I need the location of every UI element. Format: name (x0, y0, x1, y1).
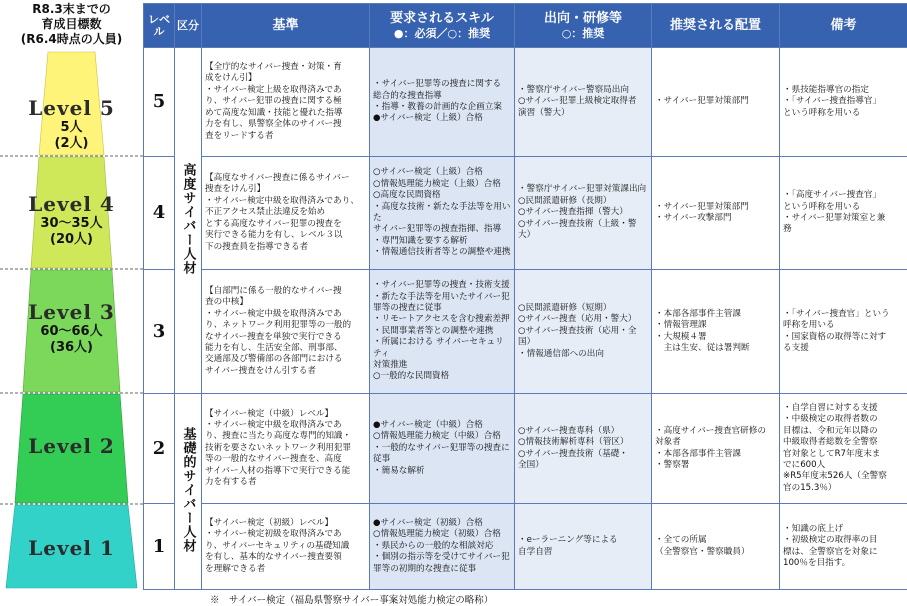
pyramid-level-5 (0, 96, 143, 152)
pyramid-level-1 (0, 536, 143, 560)
level-number: 4 (144, 157, 175, 270)
header-category: 区分 (175, 4, 202, 48)
cell-line: 力を有する者 (205, 477, 257, 488)
cell-line: ・サイバー犯罪対策部門 (655, 201, 749, 212)
cell-line: 【高度なサイバー捜査に係るサイバー (205, 173, 350, 184)
cell-line: 技術を要さないネットワーク利用犯罪 (205, 442, 352, 453)
cell-line: ○サイバー捜査技術（基礎・ (518, 448, 628, 459)
cell-line: サイバー捜査をけん引する者 (205, 365, 316, 376)
cell-line: ●サイバー検定（中級）合格 (373, 419, 483, 430)
cell-line: ○サイバー犯罪上級検定取得者 (518, 96, 637, 107)
cell-line: る支援 (783, 342, 809, 353)
cell-line: ・新たな手法等を用いたサイバー犯 (373, 291, 510, 302)
cell-line: り、捜査に当たり高度な専門的知識・ (205, 431, 352, 442)
cell-line: り、サイバー犯罪の捜査に関する極 (205, 96, 342, 107)
cell-line: 【サイバー検定（初級）レベル】 (205, 517, 334, 528)
cell-line: ・サイバー検定中級を取得済みであり、 (205, 195, 359, 206)
dispatch-cell (515, 157, 652, 270)
cell-line: を理解できる者 (205, 563, 266, 574)
cell-line: 下の捜査員を指導できる者 (205, 241, 309, 252)
cell-line: 務 (783, 224, 792, 235)
placement-cell (652, 270, 780, 394)
level-number: 5 (144, 48, 175, 157)
cell-line: 査の中核】 (205, 297, 248, 308)
skills-cell (370, 394, 515, 504)
skills-cell (370, 48, 515, 157)
skills-cell (370, 270, 515, 394)
notes-cell (780, 504, 907, 590)
category-basic (175, 394, 202, 590)
cell-line: 対策推進 (373, 360, 408, 371)
cell-line: 【サイバー検定（中級）レベル】 (205, 408, 334, 419)
header-criteria: 基準 (202, 4, 370, 48)
dispatch-cell (515, 270, 652, 394)
header-skills-title: 要求されるスキル (390, 10, 494, 26)
cell-line: ・サイバー検定初級を取得済みであ (205, 529, 342, 540)
cell-line: 【自部門に係る一般的なサイバー捜 (205, 285, 342, 296)
dispatch-cell (515, 504, 652, 590)
pyramid-level-4 (0, 192, 143, 248)
cell-line: ・警察庁サイバー警察局出向 (518, 84, 629, 95)
cell-line: ・簡易な解析 (373, 465, 425, 476)
cell-line: ○一般的な民間資格 (373, 371, 450, 382)
level-name: Level 2 (28, 434, 115, 458)
pyramid-level-3 (0, 300, 143, 356)
pyramid-header-line: (R6.4時点の人員) (20, 32, 123, 46)
dispatch-cell (515, 48, 652, 157)
cell-line: 100％を目指す。 (783, 557, 851, 568)
skills-cell (370, 504, 515, 590)
cell-line: とする高度なサイバー犯罪の捜査を (205, 218, 342, 229)
cell-line: ・サイバー犯罪対策部門 (655, 96, 749, 107)
cell-line: ・本部各部事件主管課 (655, 448, 741, 459)
cell-line: ・国家資格の取得等に対す (783, 331, 887, 342)
cell-line: ○情報処理能力検定（中級）合格 (373, 431, 501, 442)
notes-cell (780, 270, 907, 394)
cell-line: ○サイバー捜査（応用・警大） (518, 314, 637, 325)
cell-line: ・警察署 (655, 459, 690, 470)
table-row (144, 270, 907, 394)
cell-line: 交通部及び警備部の各部門における (205, 354, 343, 365)
cell-line: 標は、全警察官を対象に (783, 546, 878, 557)
cyber-talent-table (143, 3, 907, 590)
placement-cell (652, 504, 780, 590)
cell-line: 査をリードする者 (205, 130, 274, 141)
cell-line: ○サイバー捜査技術（上級・警大） (518, 218, 637, 241)
cell-line: り、ネットワーク利用犯罪等の一般的 (205, 320, 352, 331)
placement-cell (652, 48, 780, 157)
cell-line: 罪等の初期的な捜査に従事 (373, 563, 477, 574)
cell-line: ・サイバー犯罪対策室と兼 (783, 213, 886, 223)
cell-line: ●サイバー検定（初級）合格 (373, 517, 483, 528)
cell-line: めて高度な知識・技能と優れた指導 (205, 107, 343, 118)
cell-line: り、サイバーセキュリティの基礎知識 (205, 540, 350, 551)
cell-line: ※R5年度末526人（全警察 (783, 471, 887, 482)
cell-line: ・民間事業者等との調整や連携 (373, 325, 494, 336)
cell-line: 従事 (373, 454, 391, 465)
category-advanced (175, 48, 202, 394)
cell-line: でに600人 (783, 459, 826, 470)
criteria-cell (202, 270, 370, 394)
cell-line: ・専門知識を要する解析 (373, 235, 468, 246)
category-label: 基礎的サイバー人材 (180, 426, 196, 553)
table-row (144, 48, 907, 157)
level-name: Level 4 (28, 192, 115, 216)
cell-line: ・サイバー犯罪等の捜査・技術支援 (373, 280, 510, 291)
cell-line: ・県技能指導官の指定 (783, 84, 869, 95)
level-name: Level 3 (28, 300, 115, 324)
cell-line: 官対象としてR7年度末ま (783, 448, 881, 459)
cell-line: ・一般的なサイバー犯罪等の捜査に (373, 442, 510, 453)
level-target-count: 60〜66人 (40, 324, 103, 339)
cell-line: ・「サイバー捜査指導官」 (783, 96, 882, 107)
category-label: 高度サイバー人材 (180, 162, 196, 275)
cell-line: ・中級検定の取得者数の (783, 414, 878, 425)
cell-line: 力を有し、県警察全体のサイバー捜 (205, 119, 342, 130)
cell-line: 呼称を用いる (783, 320, 835, 331)
placement-cell (652, 157, 780, 270)
cell-line: という呼称を用いる (783, 201, 861, 212)
cell-line: 成をけん引】 (205, 73, 257, 84)
cell-line: 罪等の捜査に従事 (373, 302, 442, 313)
criteria-cell (202, 504, 370, 590)
table-header-row (144, 4, 907, 48)
cell-line: サイバー人材の指導下で実行できる能 (205, 465, 351, 476)
cell-line: 総合的な捜査指導 (373, 90, 442, 101)
cell-line: 対象者 (655, 437, 681, 448)
header-dispatch-title: 出向・研修等 (543, 10, 622, 26)
level-name: Level 1 (28, 536, 115, 560)
cell-line: 全国） (518, 459, 544, 470)
cell-line: 等の一般的なサイバー捜査を、高度 (205, 454, 342, 465)
cell-line: 目標は、令和元年以降の (783, 425, 878, 436)
cell-line: ・情報管理課 (655, 320, 707, 331)
header-dispatch (515, 4, 652, 48)
cell-line: 自学自習 (518, 546, 553, 557)
header-skills-legend: ●：必須／○：推奨 (393, 26, 491, 40)
pyramid-header-line: 育成目標数 (41, 17, 102, 31)
cell-line: ・「サイバー捜査官」という (783, 308, 890, 319)
cell-line: ○サイバー捜査技術（応用・全国） (518, 325, 637, 348)
placement-cell (652, 394, 780, 504)
cell-line: を有し、基本的なサイバー捜査要領 (205, 552, 342, 563)
level-current-count: (36人) (50, 340, 93, 355)
criteria-cell (202, 48, 370, 157)
cell-line: ・高度サイバー捜査官研修の (655, 425, 766, 436)
cell-line: ・初級検定の取得率の目 (783, 535, 878, 546)
cell-line: ・大規模４署 (655, 331, 707, 342)
cell-line: ・情報通信部への出向 (518, 348, 604, 359)
cell-line: ○サイバー捜査専科（県） (518, 425, 620, 436)
cell-line: ○サイバー捜査指揮（警大） (518, 207, 628, 218)
cell-line: ・知識の底上げ (783, 523, 844, 534)
cell-line: ・全ての所属 (655, 535, 707, 546)
header-level: レベル (144, 4, 175, 48)
header-placement: 推奨される配置 (652, 4, 780, 48)
dispatch-cell (515, 394, 652, 504)
cell-line: （全警察官・警察職員） (655, 546, 750, 557)
level-number: 1 (144, 504, 175, 590)
cell-line: ○民間派遣研修（短期） (518, 302, 612, 313)
cell-line: ・個別の指示等を受けてサイバー犯 (373, 552, 510, 563)
notes-cell (780, 394, 907, 504)
cell-line: ・サイバー検定上級を取得済みであ (205, 84, 342, 95)
header-dispatch-legend: ○：推奨 (561, 26, 605, 40)
cell-line: ・所属における サイバーセキュリティ (373, 337, 504, 359)
cell-line: 【全庁的なサイバー捜査・対策・育 (205, 62, 342, 73)
cell-line: ○サイバー検定（上級）合格 (373, 167, 483, 178)
cell-line: ●サイバー検定（上級）合格 (373, 113, 483, 124)
cell-line: という呼称を用いる (783, 107, 861, 118)
cell-line: 官の15.3％） (783, 482, 837, 493)
cell-line: 不正アクセス禁止法違反を始め (205, 207, 326, 218)
cell-line: ・サイバー攻撃部門 (655, 213, 732, 223)
header-skills (370, 4, 515, 48)
level-current-count: (20人) (50, 232, 93, 247)
pyramid-level-2 (0, 434, 143, 458)
level-number: 2 (144, 394, 175, 504)
notes-cell (780, 157, 907, 270)
level-target-count: 5人 (60, 120, 83, 135)
cell-line: 演習（警大） (518, 107, 570, 118)
cell-line: ・自学自習に対する支援 (783, 402, 878, 413)
cell-line: ・eーラーニング等による (518, 535, 618, 546)
table-row (144, 157, 907, 270)
pyramid-header-line: R8.3末までの (32, 2, 111, 16)
cell-line: 主は生安、従は署判断 (655, 342, 750, 353)
cell-line: ・サイバー検定中級を取得済みであ (205, 419, 342, 430)
cell-line: ・本部各部事件主管課 (655, 308, 741, 319)
cell-line: ・「高度サイバー捜査官」 (783, 190, 882, 201)
cell-line: ・サイバー犯罪等の捜査に関する (373, 79, 502, 90)
cell-line: 能力を有し、生活安全部、刑事部、 (205, 342, 343, 353)
cell-line: ・高度な技術・新たな手法等を用いた (373, 201, 511, 223)
cell-line: 捜査をけん引】 (205, 184, 266, 195)
level-current-count: (2人) (54, 136, 89, 151)
cell-line: ○高度な民間資格 (373, 190, 441, 201)
cell-line: ・県民からの一般的な相談対応 (373, 540, 494, 551)
criteria-cell (202, 157, 370, 270)
criteria-cell (202, 394, 370, 504)
cell-line: ○民間派遣研修（長期） (518, 195, 612, 206)
cell-line: ・情報通信技術者等との調整や連携 (373, 247, 511, 258)
cell-line: なサイバー捜査を単独で実行できる (205, 331, 342, 342)
level-name: Level 5 (28, 96, 115, 120)
cell-line: ○情報技術解析専科（管区） (518, 437, 629, 448)
cell-line: ○情報処理能力検定（上級）合格 (373, 178, 501, 189)
cell-line: ・サイバー検定中級を取得済みであ (205, 308, 342, 319)
cell-line: サイバー犯罪等の捜査指揮、指導 (373, 224, 502, 235)
cell-line: 実行できる能力を有し、レベル３以 (205, 230, 343, 241)
skills-cell (370, 157, 515, 270)
cell-line: ・警察庁サイバー犯罪対策課出向 (518, 184, 647, 195)
footnote: ※ サイバー検定（福島県警察サイバー事案対処能力検定の略称） (210, 595, 494, 606)
notes-cell (780, 48, 907, 157)
cell-line: ・リモートアクセスを含む捜索差押 (373, 314, 510, 325)
cell-line: ○情報処理能力検定（初級）合格 (373, 529, 501, 540)
cell-line: ・指導・教養の計画的な企画立案 (373, 102, 502, 112)
table-row (144, 394, 907, 504)
level-target-count: 30〜35人 (40, 216, 103, 231)
level-number: 3 (144, 270, 175, 394)
table-row (144, 504, 907, 590)
header-notes: 備考 (780, 4, 907, 48)
cell-line: 中級取得者総数を全警察 (783, 437, 878, 448)
